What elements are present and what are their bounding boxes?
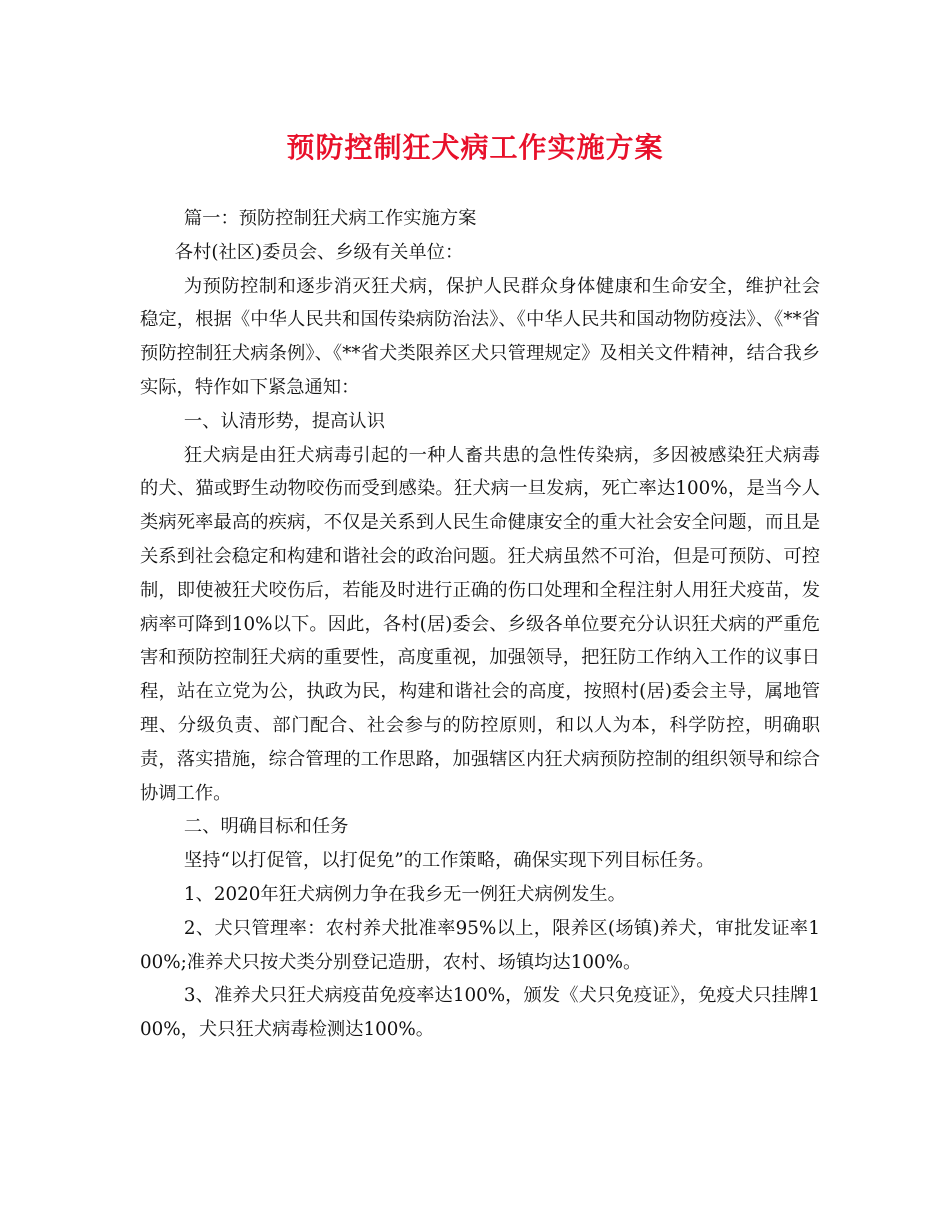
intro-paragraph: 为预防控制和逐步消灭狂犬病，保护人民群众身体健康和生命安全，维护社会稳定，根据《中华人民共和国传染病防治法》、《中华人民共和国动物防疫法》、《**省预防控制狂犬病条例》、《**省犬类限养区犬只管理规定》及相关文件精神，结合我乡实际，特作如下紧急通知： [140,275,820,398]
target-item-1: 1、2020年狂犬病例力争在我乡无一例狂犬病例发生。 [183,883,626,905]
document-body [140,202,820,1047]
article-heading: 篇一：预防控制狂犬病工作实施方案 [183,208,477,229]
section-1-paragraph: 狂犬病是由狂犬病毒引起的一种人畜共患的急性传染病，多因被感染狂犬病毒的犬、猫或野生动物咬伤而受到感染。狂犬病一旦发病，死亡率达100%，是当今人类病死率最高的疾病，不仅是关系到人民生命健康安全的重大社会安全问题，而且是关系到社会稳定和构建和谐社会的政治问题。狂犬病虽然不可治，但是可预防、可控制，即使被狂犬咬伤后，若能及时进行正确的伤口处理和全程注射人用狂犬疫苗，发病率可降到10%以下。因此，各村(居)委会、乡级各单位要充分认识狂犬病的严重危害和预防控制狂犬病的重要性，高度重视，加强领导，把狂防工作纳入工作的议事日程，站在立党为公，执政为民，构建和谐社会的高度，按照村(居)委会主导，属地管理、分级负责、部门配合、社会参与的防控原则，和以人为本，科学防控，明确职责，落实措施，综合管理的工作思路，加强辖区内狂犬病预防控制的组织领导和综合协调工作。 [140,444,820,804]
target-item-3: 3、准养犬只狂犬病疫苗免疫率达100%，颁发《犬只免疫证》，免疫犬只挂牌100%，犬只狂犬病毒检测达100%。 [140,985,820,1041]
strategy-paragraph: 坚持“以打促管，以打促免”的工作策略，确保实现下列目标任务。 [183,850,715,872]
document-title: 预防控制狂犬病工作实施方案 [286,131,664,164]
target-item-2: 2、犬只管理率：农村养犬批准率95%以上，限养区(场镇)养犬，审批发证率100%;准养犬只按犬类分别登记造册，农村、场镇均达100%。 [140,917,820,973]
section-heading-1: 一、认清形势，提高认识 [183,410,385,432]
section-heading-2: 二、明确目标和任务 [183,816,349,838]
greeting-line: 各村(社区)委员会、乡级有关单位： [174,241,464,263]
